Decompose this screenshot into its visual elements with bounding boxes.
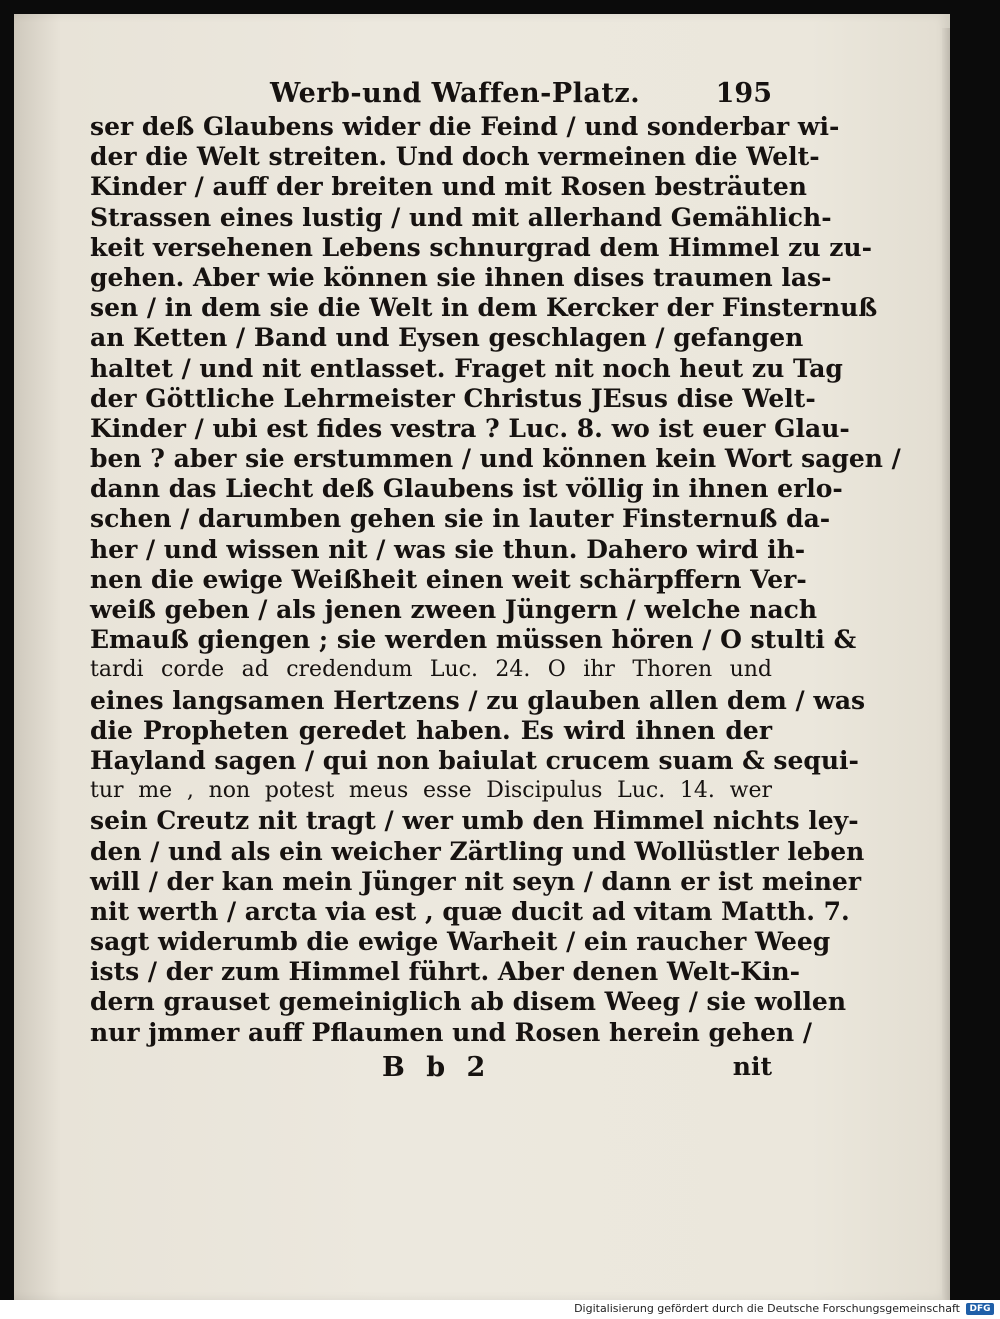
text-line: sein Creutz nit tragt / wer umb den Himmel nichts ley- [90, 806, 859, 836]
text-line: haltet / und nit entlasset. Fraget nit noch heut zu Tag [90, 353, 843, 383]
text-line: Emauß giengen ; sie werden müssen hören / O stulti & [90, 625, 857, 655]
text-line: her / und wissen nit / was sie thun. Dahero wird ih- [90, 534, 806, 564]
text-line: ser deß Glaubens wider die Feind / und sonderbar wi- [90, 112, 840, 141]
text-line: Hayland sagen / qui non baiulat crucem suam & sequi- [90, 745, 859, 775]
text-line: sen / in dem sie die Welt in dem Kercker der Finsternuß [90, 293, 878, 323]
text-line: der die Welt streiten. Und doch vermeinen die Welt- [90, 142, 820, 172]
text-line: die Propheten geredet haben. Es wird ihnen der [90, 715, 772, 745]
footer-bar [0, 1300, 1000, 1319]
text-line: dann das Liecht deß Glaubens ist völlig in ihnen erlo- [90, 474, 843, 504]
text-line: ben ? aber sie erstummen / und können kein Wort sagen / [90, 444, 901, 474]
text-block [90, 78, 901, 1084]
signature-row [90, 1052, 772, 1084]
text-line: gehen. Aber wie können sie ihnen dises traumen las- [90, 262, 832, 292]
text-line: dern grauset gemeiniglich ab disem Weeg / sie wollen [90, 987, 847, 1017]
text-line: will / der kan mein Jünger nit seyn / dann er ist meiner [90, 866, 861, 896]
text-line: eines langsamen Hertzens / zu glauben allen dem / was [90, 685, 866, 715]
text-line: schen / darumben gehen sie in lauter Finsternuß da- [90, 504, 831, 534]
page-edge [942, 28, 950, 1300]
dfg-logo: DFG [966, 1303, 994, 1315]
body-text [90, 112, 901, 1048]
page-number: 195 [715, 78, 772, 109]
running-title: Werb-und Waffen-Platz. [270, 78, 641, 109]
text-line: nen die ewige Weißheit einen weit schärpffern Ver- [90, 564, 807, 594]
catchword: nit [732, 1051, 772, 1081]
text-line: weiß geben / als jenen zween Jüngern / welche nach [90, 595, 818, 624]
funding-credit: Digitalisierung gefördert durch die Deutsche Forschungsgemeinschaft [574, 1302, 960, 1315]
text-line: Kinder / auff der breiten und mit Rosen besträuten [90, 172, 807, 202]
text-line: nit werth / arcta via est , quæ ducit ad vitam Matth. 7. [90, 896, 850, 926]
text-line: den / und als ein weicher Zärtling und Wollüstler leben [90, 836, 865, 866]
text-line: an Ketten / Band und Eysen geschlagen / gefangen [90, 323, 804, 353]
page-header [90, 78, 772, 112]
text-line: keit versehenen Lebens schnurgrad dem Himmel zu zu- [90, 232, 872, 262]
text-line: ists / der zum Himmel führt. Aber denen Welt-Kin- [90, 957, 801, 987]
text-line: der Göttliche Lehrmeister Christus JEsus dise Welt- [90, 383, 816, 413]
signature-mark: B b 2 [382, 1051, 492, 1083]
text-line-latin: tardi corde ad credendum Luc. 24. O ihr Thoren und [90, 657, 772, 683]
text-line: nur jmmer auff Pflaumen und Rosen herein gehen / [90, 1017, 813, 1047]
text-line: Kinder / ubi est fides vestra ? Luc. 8. wo ist euer Glau- [90, 413, 850, 443]
text-line: sagt widerumb die ewige Warheit / ein raucher Weeg [90, 927, 831, 957]
text-line-latin: tur me , non potest meus esse Discipulus Luc. 14. wer [90, 778, 772, 804]
text-line: Strassen eines lustig / und mit allerhand Gemählich- [90, 202, 832, 232]
